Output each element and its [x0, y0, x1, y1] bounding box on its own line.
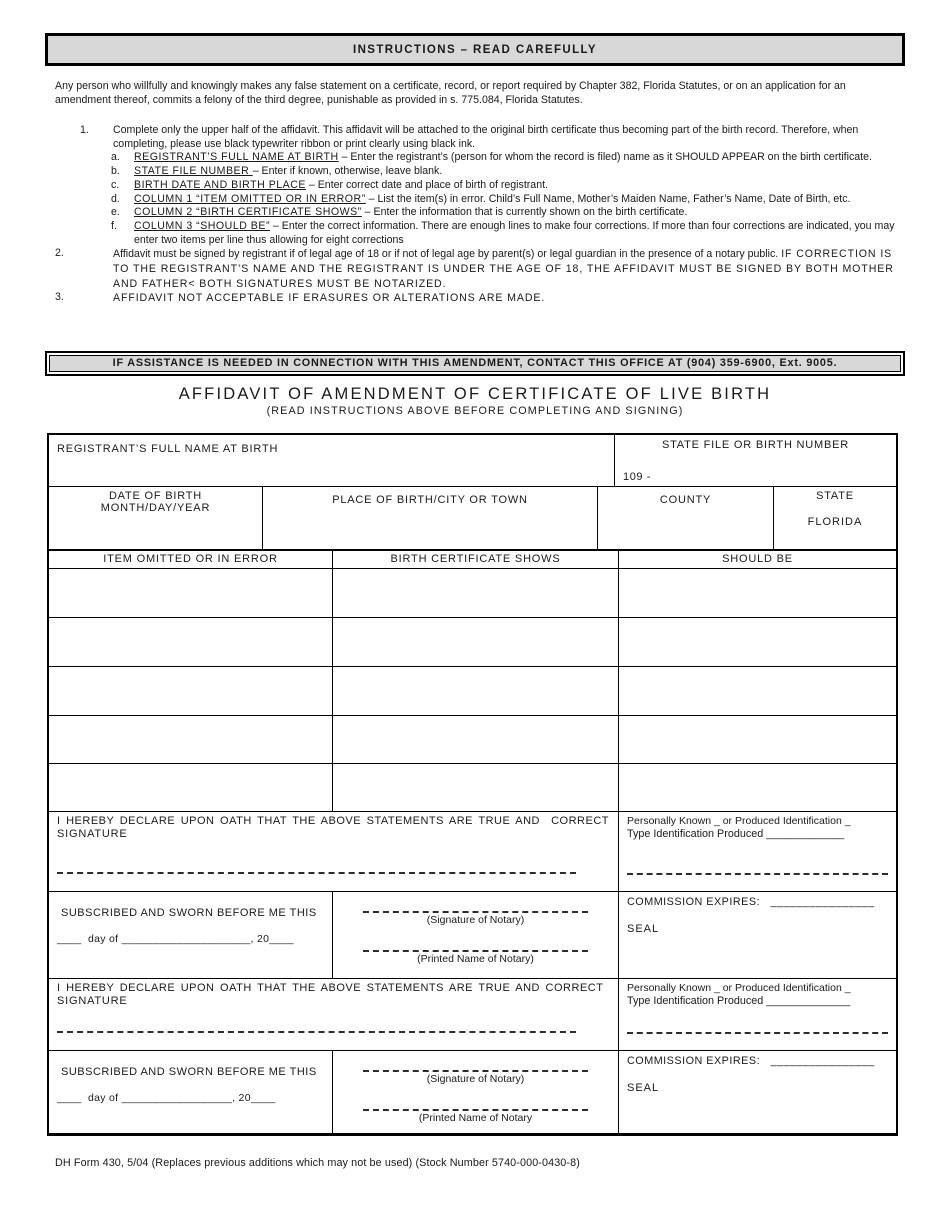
identification-1-cell — [618, 812, 896, 891]
declaration-2-left — [49, 979, 618, 1050]
item-2-lead: Affidavit must be signed by registrant if of legal age of 18 or if not of legal age by parent(s) or legal guardian in the presence of a notary public. — [113, 248, 782, 261]
felony-warning-text: Any person who willfully and knowingly makes any false statement on a certificate, record, or report required by Chapter 382, Florida Statutes, or on an application for an amendment thereof, commits a felony of the third degree, punishable as provided in s. 775.084, Florida Statutes. — [55, 80, 846, 106]
correction-cell[interactable] — [49, 764, 332, 811]
assistance-bar — [45, 351, 905, 376]
correction-cell[interactable] — [332, 667, 618, 715]
subscribed-sworn-2: SUBSCRIBED AND SWORN BEFORE ME THIS — [61, 1066, 317, 1078]
signature-2-label: SIGNATURE — [57, 995, 128, 1007]
signature-2-line[interactable] — [57, 1031, 576, 1033]
item-1a-text — [134, 151, 900, 165]
column-header-item-omitted: ITEM OMITTED OR IN ERROR — [103, 553, 278, 565]
correction-row-4 — [49, 715, 896, 763]
item-1b-marker: b. — [111, 165, 120, 178]
correction-columns-header-row — [49, 549, 896, 568]
instructions-header-text: INSTRUCTIONS – READ CAREFULLY — [353, 43, 597, 56]
instruction-item-3 — [55, 291, 900, 305]
correction-cell[interactable] — [332, 569, 618, 617]
correction-row-3 — [49, 666, 896, 715]
notary-signature-2-cell — [332, 1051, 618, 1133]
seal-2-label: SEAL — [627, 1082, 660, 1094]
instruction-item-1c — [55, 179, 900, 193]
notary-signature-1-caption: (Signature of Notary) — [426, 914, 525, 926]
instructions-header-bar — [45, 33, 905, 66]
dob-label-line2: MONTH/DAY/YEAR — [100, 502, 211, 514]
commission-1-cell — [618, 892, 896, 978]
item-1a-head: REGISTRANT’S FULL NAME AT BIRTH — [134, 151, 339, 164]
item-1e-head: COLUMN 2 “BIRTH CERTIFICATE SHOWS” — [134, 206, 362, 219]
correction-cell[interactable] — [49, 716, 332, 763]
notary-printed-name-1-line[interactable] — [363, 950, 588, 952]
item-1f-text — [134, 220, 900, 247]
item-3-caps: AFFIDAVIT NOT ACCEPTABLE IF ERASURES OR ALTERATIONS ARE MADE. — [113, 292, 546, 305]
declaration-row-1 — [49, 811, 896, 891]
correction-cell[interactable] — [618, 618, 896, 666]
identification-2-cell — [618, 979, 896, 1050]
assistance-text: IF ASSISTANCE IS NEEDED IN CONNECTION WITH THIS AMENDMENT, CONTACT THIS OFFICE AT (904) 359-6900, Ext. 9005. — [112, 357, 838, 369]
place-of-birth-label: PLACE OF BIRTH/CITY OR TOWN — [332, 494, 528, 506]
item-2-marker: 2. — [55, 247, 64, 260]
item-1b-text — [134, 165, 900, 179]
day-of-line-1[interactable]: ____ day of _____________________, 20____ — [57, 933, 294, 945]
place-of-birth-field[interactable] — [262, 487, 597, 549]
declaration-row-2 — [49, 978, 896, 1050]
item-1-marker: 1. — [80, 124, 89, 136]
county-field[interactable] — [597, 487, 773, 549]
declaration-2-text: I HEREBY DECLARE UPON OATH THAT THE ABOVE STATEMENTS ARE TRUE AND CORRECT — [57, 982, 604, 994]
correction-cell[interactable] — [332, 764, 618, 811]
item-1d-rest: – List the item(s) in error. Child’s Full Name, Mother’s Maiden Name, Father’s Name, Date of Birth, etc. — [365, 192, 851, 205]
instruction-list — [55, 124, 900, 306]
item-1c-head: BIRTH DATE AND BIRTH PLACE — [134, 178, 306, 191]
item-2-text — [113, 247, 900, 291]
form-number-footer: DH Form 430, 5/04 (Replaces previous additions which may not be used) (Stock Number 5740-000-0430-8) — [55, 1157, 580, 1169]
correction-cell[interactable] — [618, 667, 896, 715]
instruction-item-1b — [55, 165, 900, 179]
item-1d-head: COLUMN 1 “ITEM OMITTED OR IN ERROR” — [134, 192, 366, 205]
correction-row-1 — [49, 568, 896, 617]
instruction-item-1 — [55, 124, 900, 151]
notary-printed-name-2-caption: (Printed Name of Notary — [418, 1112, 533, 1124]
instruction-item-2 — [55, 247, 900, 291]
sworn-2-cell — [49, 1051, 332, 1133]
notary-row-2 — [49, 1050, 896, 1133]
item-1c-rest: – Enter correct date and place of birth of registrant. — [305, 178, 548, 191]
notary-printed-name-2-line[interactable] — [363, 1109, 588, 1111]
commission-expires-1[interactable]: COMMISSION EXPIRES: ________________ — [627, 896, 875, 908]
affidavit-table — [47, 433, 898, 1136]
item-1e-text — [134, 206, 900, 220]
seal-1-label: SEAL — [627, 923, 660, 935]
signature-1-line[interactable] — [57, 872, 576, 874]
instruction-item-1f — [55, 220, 900, 247]
form-title: AFFIDAVIT OF AMENDMENT OF CERTIFICATE OF LIVE BIRTH — [178, 385, 772, 403]
column-header-should-be: SHOULD BE — [618, 551, 896, 568]
correction-cell[interactable] — [332, 618, 618, 666]
commission-expires-2[interactable]: COMMISSION EXPIRES: ________________ — [627, 1055, 875, 1067]
item-1e-rest: – Enter the information that is currently shown on the birth certificate. — [361, 206, 688, 219]
correction-cell[interactable] — [332, 716, 618, 763]
sworn-1-cell — [49, 892, 332, 978]
registrant-name-label: REGISTRANT’S FULL NAME AT BIRTH — [57, 443, 279, 455]
birth-details-row — [49, 486, 896, 549]
date-of-birth-field[interactable] — [49, 487, 262, 549]
form-subtitle: (READ INSTRUCTIONS ABOVE BEFORE COMPLETING AND SIGNING) — [266, 405, 684, 417]
dob-label-line1: DATE OF BIRTH — [108, 490, 203, 502]
type-identification-2[interactable]: Type Identification Produced ______________ — [627, 995, 851, 1007]
state-file-label: STATE FILE OR BIRTH NUMBER — [661, 439, 850, 451]
notary-printed-name-1-caption: (Printed Name of Notary) — [417, 953, 534, 965]
notary-signature-1-cell — [332, 892, 618, 978]
notary-row-1 — [49, 891, 896, 978]
item-1-text: Complete only the upper half of the affidavit. This affidavit will be attached to the original birth certificate thus becoming part of the birth record. Therefore, when completing, please use black typewriter ribbon or print clearly using black ink. — [113, 124, 859, 150]
subscribed-sworn-1: SUBSCRIBED AND SWORN BEFORE ME THIS — [61, 907, 317, 919]
item-1d-text — [134, 193, 900, 207]
item-1f-head: COLUMN 3 “SHOULD BE” — [134, 219, 270, 232]
correction-cell[interactable] — [618, 764, 896, 811]
item-1c-marker: c. — [111, 178, 120, 191]
notary-signature-1-line[interactable] — [363, 911, 588, 913]
item-2-caps: IF CORRECTION IS TO THE REGISTRANT’S NAME AND THE REGISTRANT IS UNDER THE AGE OF 18, THE AFFIDAVIT MUST BE SIGNED BY BOTH MOTHER AND FATHER< BOTH SIGNATURES MUST BE NOTARIZED. — [113, 248, 894, 290]
declaration-1-text: I HEREBY DECLARE UPON OATH THAT THE ABOVE STATEMENTS ARE TRUE AND CORRECT — [57, 815, 609, 827]
item-1a-marker: a. — [111, 151, 120, 164]
personally-known-1[interactable]: Personally Known _ or Produced Identification _ — [627, 815, 851, 827]
item-1e-marker: e. — [111, 206, 120, 219]
correction-row-5 — [49, 763, 896, 811]
item-1d-marker: d. — [111, 192, 120, 205]
assistance-bar-inner — [49, 355, 901, 372]
correction-cell[interactable] — [49, 618, 332, 666]
state-file-number-field[interactable] — [614, 435, 896, 486]
county-label: COUNTY — [659, 494, 712, 506]
correction-cell[interactable] — [618, 716, 896, 763]
item-1f-marker: f. — [111, 219, 117, 232]
item-1c-text — [134, 179, 900, 193]
registrant-name-field[interactable] — [49, 435, 614, 486]
item-1f-rest: – Enter the correct information. There are enough lines to make four corrections. If more than four corrections are indicated, you may enter two items per line thus allowing for eight corrections — [134, 219, 895, 246]
commission-2-cell — [618, 1051, 896, 1133]
correction-cell[interactable] — [618, 569, 896, 617]
type-identification-1[interactable]: Type Identification Produced _____________ — [627, 828, 845, 840]
correction-cell[interactable] — [49, 667, 332, 715]
instruction-item-1e — [55, 206, 900, 220]
personally-known-2[interactable]: Personally Known _ or Produced Identification _ — [627, 982, 851, 994]
item-1b-head: STATE FILE NUMBER — [134, 165, 253, 178]
instruction-item-1a — [55, 151, 900, 165]
state-label: STATE — [816, 490, 854, 502]
identification-1-line[interactable] — [627, 873, 888, 875]
correction-row-2 — [49, 617, 896, 666]
instruction-item-1d — [55, 193, 900, 207]
identification-2-line[interactable] — [627, 1032, 888, 1034]
state-file-prefix: 109 - — [623, 471, 652, 483]
registrant-row — [49, 435, 896, 486]
item-3-marker: 3. — [55, 291, 64, 304]
item-1a-rest: – Enter the registrant’s (person for whom the record is filed) name as it SHOULD APPEAR on the birth certificate. — [338, 151, 872, 164]
declaration-1-left — [49, 812, 618, 891]
notary-signature-2-caption: (Signature of Notary) — [426, 1073, 525, 1085]
signature-1-label: SIGNATURE — [57, 828, 128, 840]
correction-cell[interactable] — [49, 569, 332, 617]
notary-signature-2-line[interactable] — [363, 1070, 588, 1072]
item-1b-rest: – Enter if known, otherwise, leave blank. — [252, 165, 443, 178]
column-header-certificate-shows: BIRTH CERTIFICATE SHOWS — [332, 551, 618, 568]
state-field — [773, 487, 896, 549]
day-of-line-2[interactable]: ____ day of __________________, 20____ — [57, 1092, 276, 1104]
state-value: FLORIDA — [807, 516, 863, 528]
